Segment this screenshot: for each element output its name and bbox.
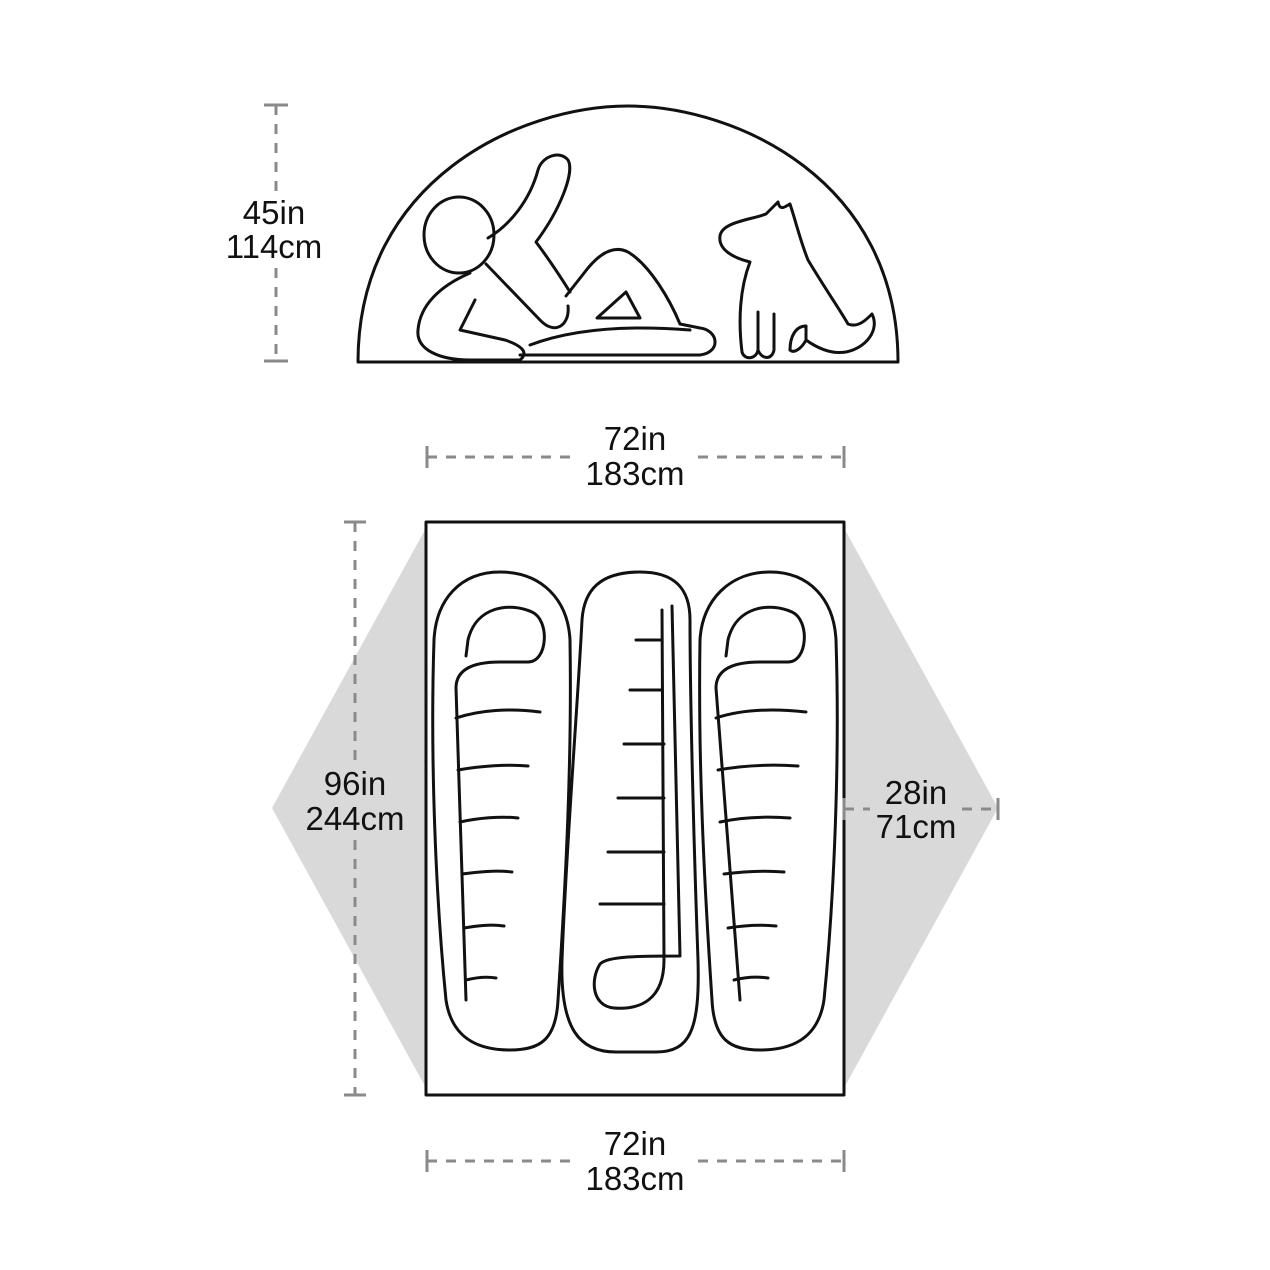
height-dimension	[226, 105, 323, 361]
vestibule-imperial-label: 28in	[884, 774, 948, 811]
length-imperial-label: 96in	[323, 765, 387, 802]
vestibule-metric-label: 71cm	[875, 808, 957, 845]
sleeping-bag-icon	[433, 572, 838, 1052]
top-width-imperial-label: 72in	[603, 420, 667, 457]
length-metric-label: 244cm	[305, 800, 405, 837]
top-width-dimension	[427, 420, 844, 492]
bottom-width-metric-label: 183cm	[585, 1160, 685, 1197]
dog-sitting-icon	[720, 202, 874, 358]
person-reclining-icon	[418, 155, 715, 360]
height-imperial-label: 45in	[242, 194, 306, 231]
bottom-width-imperial-label: 72in	[603, 1125, 667, 1162]
bottom-width-dimension	[427, 1125, 844, 1197]
height-metric-label: 114cm	[225, 228, 323, 265]
top-width-metric-label: 183cm	[585, 455, 685, 492]
tent-side-profile-icon	[358, 106, 898, 362]
